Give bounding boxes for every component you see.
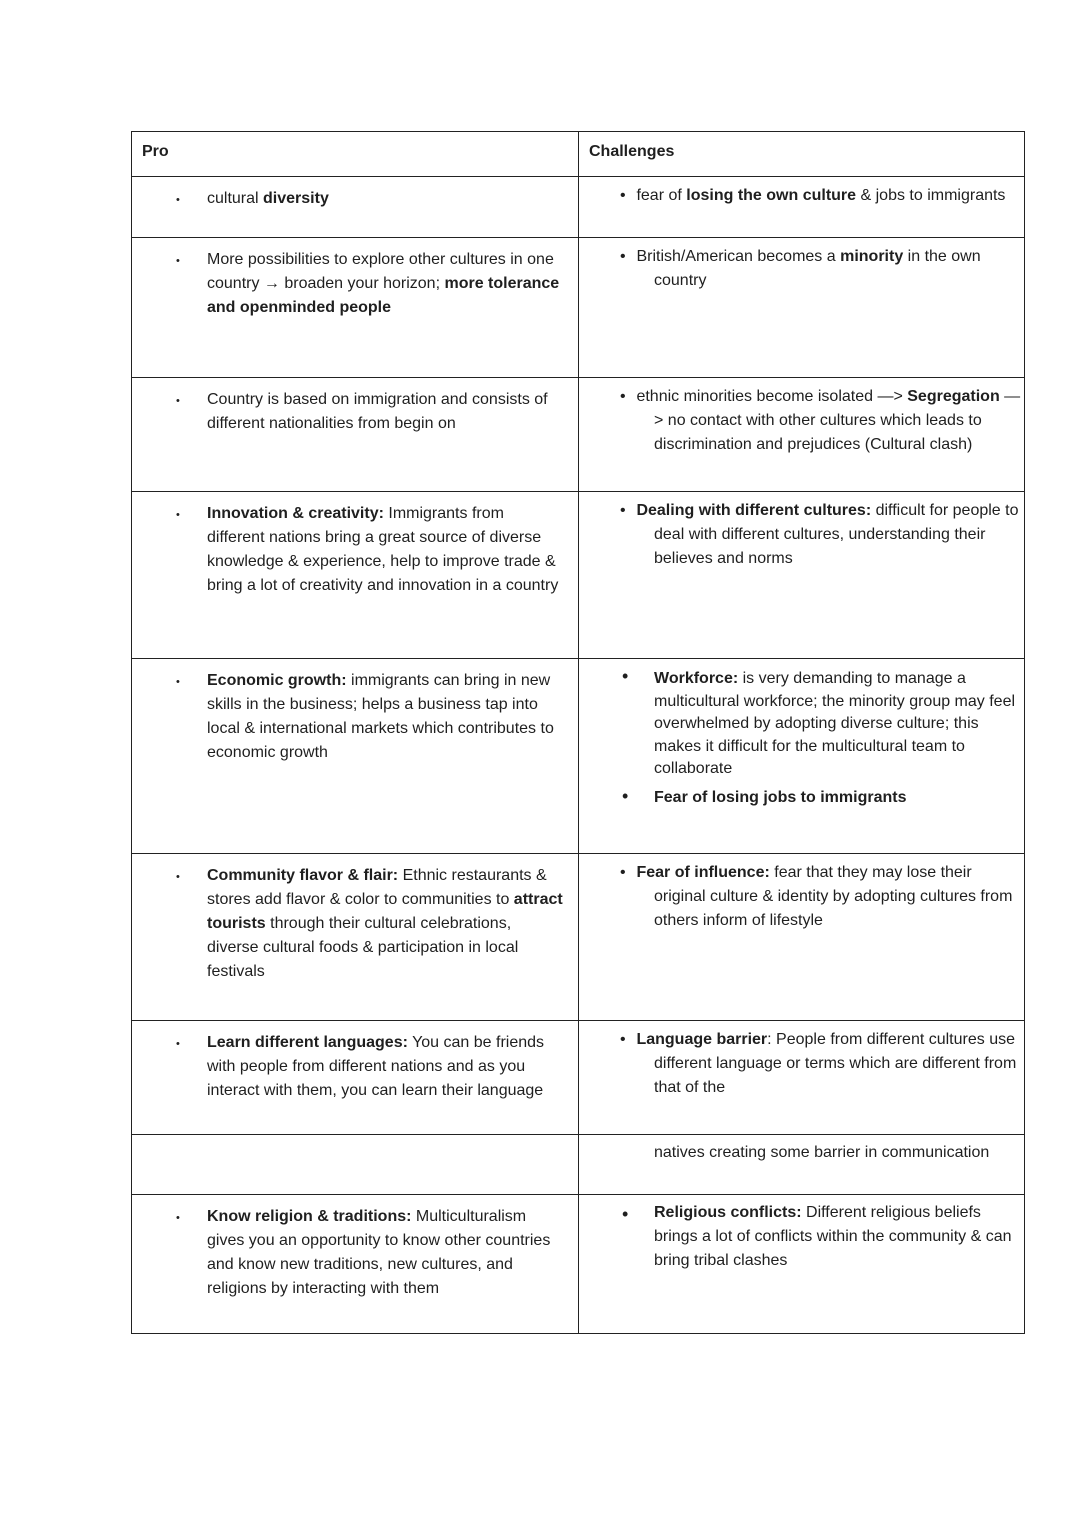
- bullet-icon: •: [176, 255, 180, 267]
- pro-cell: • Country is based on immigration and consists of different nationalities from begin on: [132, 378, 579, 491]
- bullet-icon: •: [622, 666, 629, 686]
- bullet-icon: •: [620, 248, 626, 265]
- challenges-header: Challenges: [589, 143, 675, 160]
- pro-challenges-table: [131, 131, 1025, 1334]
- table-row: [132, 853, 1024, 1020]
- bullet-icon: •: [176, 509, 180, 521]
- bullet-icon: •: [620, 1031, 626, 1048]
- table-row: [132, 237, 1024, 377]
- pro-cell: • Community flavor & flair: Ethnic restaurants & stores add flavor & color to communities to attract tourists through their cultural celebrations, diverse cultural foods & participation in local festivals: [132, 854, 579, 1020]
- bullet-icon: •: [176, 676, 180, 688]
- challenge-cell: • fear of losing the own culture & jobs to immigrants: [579, 177, 1024, 237]
- bullet-icon: •: [620, 502, 626, 519]
- challenge-workforce: Workforce: is very demanding to manage a multicultural workforce; the minority group may feel overwhelmed by adopting diverse culture; this makes it difficult for the multicultural team to collaborate: [654, 670, 1016, 777]
- challenge-cell: natives creating some barrier in communication: [654, 1144, 990, 1161]
- pro-cell: • More possibilities to explore other cultures in one country → broaden your horizon; more tolerance and openminded people: [132, 238, 579, 377]
- table-row: [132, 491, 1024, 658]
- table-row: [132, 1134, 1024, 1194]
- pro-cell: • Learn different languages: You can be friends with people from different nations and as you interact with them, you can learn their language: [132, 1021, 579, 1134]
- bullet-icon: •: [620, 864, 626, 881]
- challenge-cell: • ethnic minorities become isolated —> Segregation —> no contact with other cultures which leads to discrimination and prejudices (Cultural clash): [579, 378, 1024, 491]
- bullet-icon: •: [620, 388, 626, 405]
- pro-cell: • cultural diversity: [132, 177, 579, 237]
- challenge-cell: • Language barrier: People from different cultures use different language or terms which are different from that of the: [579, 1021, 1024, 1134]
- table-row: [132, 1194, 1024, 1333]
- bullet-icon: •: [622, 786, 629, 806]
- challenge-cell: • Religious conflicts: Different religious beliefs brings a lot of conflicts within the community & can bring tribal clashes: [622, 1204, 1012, 1269]
- bullet-icon: •: [176, 1212, 180, 1224]
- pro-cell: • Economic growth: immigrants can bring in new skills in the business; helps a business tap into local & international markets which contributes to economic growth: [132, 659, 579, 853]
- table-row: [132, 1020, 1024, 1134]
- table-row: [132, 658, 1024, 853]
- pro-header: Pro: [132, 132, 579, 176]
- bullet-icon: •: [176, 1038, 180, 1050]
- pro-cell-empty: [132, 1135, 579, 1194]
- table-row: [132, 377, 1024, 491]
- challenge-cell: • Fear of influence: fear that they may lose their original culture & identity by adopting cultures from others inform of lifestyle: [579, 854, 1024, 1020]
- challenge-cell: [579, 659, 1024, 853]
- pro-cell: • Innovation & creativity: Immigrants from different nations bring a great source of diverse knowledge & experience, help to improve trade & bring a lot of creativity and innovation in a country: [132, 492, 579, 658]
- challenge-cell: • British/American becomes a minority in the own country: [579, 238, 1024, 377]
- challenge-fear-jobs: Fear of losing jobs to immigrants: [654, 788, 907, 806]
- bullet-icon: •: [176, 395, 180, 407]
- bullet-icon: •: [622, 1204, 629, 1224]
- bullet-icon: •: [176, 871, 180, 883]
- challenge-cell: • Dealing with different cultures: difficult for people to deal with different cultures, understanding their believes and norms: [579, 492, 1024, 658]
- pro-cell: • Know religion & traditions: Multiculturalism gives you an opportunity to know other countries and know new traditions, new cultures, and religions by interacting with them: [132, 1195, 579, 1333]
- table-row: [132, 176, 1024, 237]
- table-header-row: [132, 132, 1024, 176]
- bullet-icon: •: [620, 187, 626, 204]
- bullet-icon: •: [176, 194, 180, 206]
